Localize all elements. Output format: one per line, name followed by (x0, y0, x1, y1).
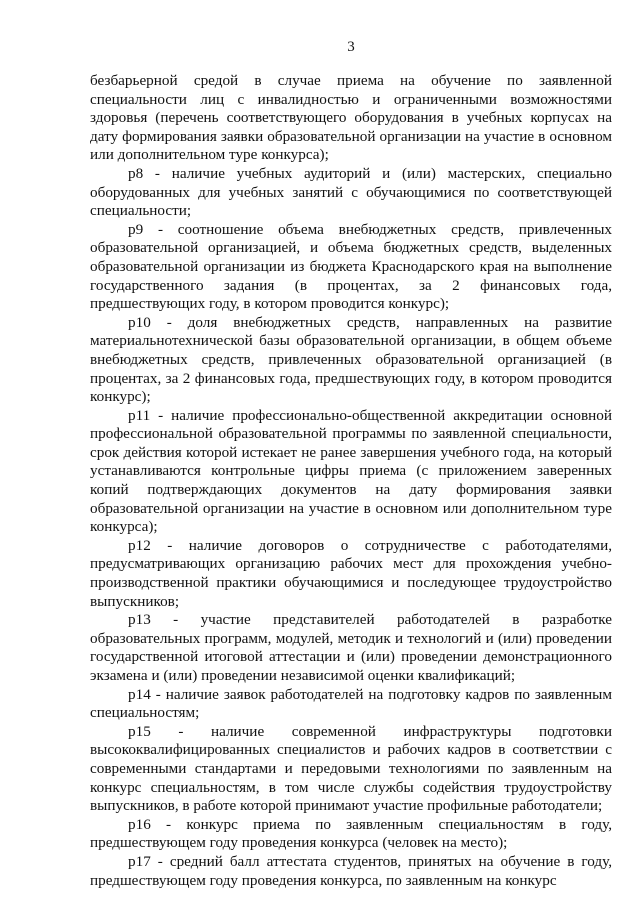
paragraph-p14: р14 - наличие заявок работодателей на подготовку кадров по заявленным специальностям; (90, 685, 612, 722)
paragraph-p8: р8 - наличие учебных аудиторий и (или) мастерских, специально оборудованных для учебных занятий с обучающимися по соответствующей специальности; (90, 164, 612, 220)
page-number: 3 (347, 39, 355, 55)
paragraph-p11: р11 - наличие профессионально-общественной аккредитации основной профессиональной образовательной программы по заявленной специальности, срок действия которой истекает не ранее завершения учебного года, на который устанавливаются контрольные цифры приема (с приложением заверенных копий подтверждающих документов на дату формирования заявки образовательной организации на участие в основном или дополнительном туре конкурса); (90, 406, 612, 536)
paragraph-p16: р16 - конкурс приема по заявленным специальностям в году, предшествующем году проведения конкурса (человек на место); (90, 815, 612, 852)
paragraph-p15: р15 - наличие современной инфраструктуры подготовки высококвалифицированных специалистов и рабочих кадров в соответствии с современными стандартами и передовыми технологиями по заявленным на конкурс специальностям, в том числе службы содействия трудоустройству выпускников, в работе которой принимают участие профильные работодатели; (90, 722, 612, 815)
paragraph-p13: р13 - участие представителей работодателей в разработке образовательных программ, модулей, методик и технологий и (или) проведении государственной итоговой аттестации и (или) проведении демонстрационного экзамена и (или) проведении независимой оценки квалификаций; (90, 611, 612, 684)
paragraph-p10: р10 - доля внебюджетных средств, направленных на развитие материальнотехнической базы образовательной организации, в общем объеме внебюджетных средств, привлеченных образовательной организацией (в процентах, за 2 финансовых года, предшествующих году, в котором проводится конкурс); (90, 313, 612, 406)
paragraph-p9: р9 - соотношение объема внебюджетных средств, привлеченных образовательной организацией, и объема бюджетных средств, выделенных образовательной организации из бюджета Краснодарского края на выполнение государственного задания (в процентах, за 2 финансовых года, предшествующих году, в котором проводится конкурс); (90, 220, 612, 313)
paragraph-continuation: безбарьерной средой в случае приема на обучение по заявленной специальности лиц с инвалидностью и ограниченными возможностями здоровья (перечень соответствующего оборудования в учебных корпусах на дату формирования заявки образовательной организации на участие в основном или дополнительном туре конкурса); (90, 72, 612, 164)
paragraph-p17: р17 - средний балл аттестата студентов, принятых на обучение в году, предшествующем году проведения конкурса, по заявленным на конкурс (90, 852, 612, 889)
paragraph-p12: р12 - наличие договоров о сотрудничестве с работодателями, предусматривающих организацию рабочих мест для прохождения учебно-производственной практики обучающимися и последующее трудоустройство выпускников; (90, 536, 612, 610)
